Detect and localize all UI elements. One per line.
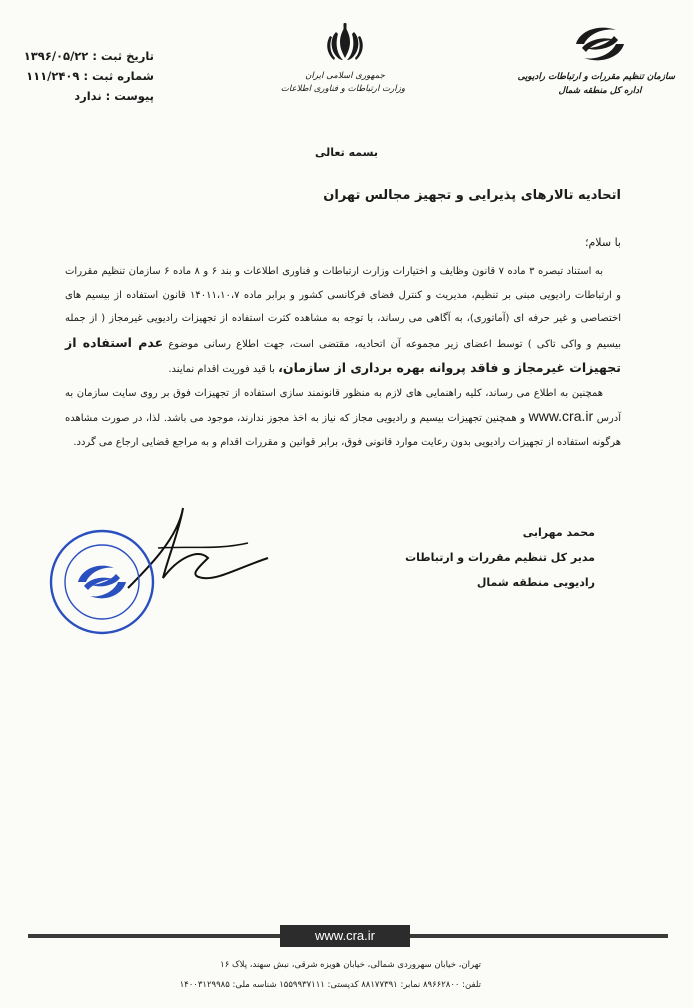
government-name: جمهوری اسلامی ایران (305, 71, 385, 81)
ministry-name: وزارت ارتباطات و فناوری اطلاعات (280, 84, 405, 94)
letter-recipient: اتحادیه تالارهای پذیرایی و تجهیز مجالس تهران (323, 188, 621, 203)
footer-contacts: تلفن: ۸۹۶۶۲۸۰۰ نمابر: ۸۸۱۷۷۳۹۱ کدپستی: ۱۵۵۹۹۳۷۱۱۱ شناسه ملی: ۱۴۰۰۳۱۲۹۹۸۵ (179, 980, 481, 990)
government-header (280, 22, 405, 96)
organization-name: سازمان تنظیم مقررات و ارتباطات رادیویی (517, 72, 675, 82)
cra-logo-icon (570, 22, 630, 66)
paragraph-2-ending: و همچنین تجهیزات بیسیم و رادیویی مجاز که نیاز به اخذ مجوز ندارند، موجود می باشد. لذا، در صورت مشاهده هرگونه استفاده از تجهیزات رادیویی بدون رعایت موارد قانونی فوق، برابر قوانین و مقررات اقدام و به مراجع قضایی ارجاع می گردد. (65, 413, 621, 448)
letter-greeting: با سلام؛ (585, 236, 621, 249)
registration-number: شماره ثبت : ۱۱۱/۲۴۰۹ (26, 69, 154, 83)
letter-body (65, 260, 621, 454)
official-stamp (48, 528, 156, 636)
website-link[interactable]: www.cra.ir (528, 408, 594, 424)
paragraph-2 (65, 382, 621, 455)
paragraph-2-text: همچنین به اطلاع می رساند، کلیه راهنمایی های لازم به منظور قانونمند سازی استفاده از تجهیزات فوق بر روی سایت سازمان به آدرس (65, 387, 621, 424)
signer-title: مدیر کل تنظیم مقررات و ارتباطات (405, 551, 595, 564)
signature-block (405, 520, 595, 595)
iran-emblem-icon (322, 22, 368, 66)
organization-header (517, 22, 675, 98)
letter-invocation: بسمه تعالی (315, 146, 378, 159)
paragraph-1-emphasis: عدم استفاده از تجهیزات غیرمجاز و فاقد پروانه بهره برداری از سازمان، (65, 334, 621, 375)
signer-name: محمد مهرابی (522, 526, 595, 539)
registration-info (14, 46, 154, 106)
footer-website[interactable]: www.cra.ir (280, 925, 410, 947)
attachment-info: پیوست : ندارد (74, 89, 154, 103)
paragraph-1-ending: با قید فوریت اقدام نمایند. (168, 364, 275, 375)
registration-date: تاریخ ثبت : ۱۳۹۶/۰۵/۲۲ (23, 49, 154, 63)
paragraph-1 (65, 260, 621, 382)
footer-address: تهران، خیابان سهروردی شمالی، خیابان هویزه شرقی، نبش سهند، پلاک ۱۶ (220, 960, 481, 970)
paragraph-1-text: به استناد تبصره ۳ ماده ۷ قانون وظایف و اختیارات وزارت ارتباطات و فناوری اطلاعات و بند ۶ و ۸ ماده ۶ سازمان تنظیم مقررات و ارتباطات رادیویی مبنی بر تنظیم، مدیریت و کنترل فضای فرکانسی کشور و برابر ماده ۱۴۰۱۱،۱۰،۷ قانون استفاده از بیسیم های اختصاصی و غیر حرفه ای (آماتوری)، به آگاهی می رساند، با توجه به مشاهده کثرت استفاده از تجهیزات رادیویی غیرمجاز ( از جمله بیسیم و واکی تاکی ) توسط اعضای زیر مجموعه آن اتحادیه، مقتضی است، جهت اطلاع رسانی موضوع (65, 266, 621, 350)
signer-region: رادیویی منطقه شمال (476, 576, 595, 589)
organization-branch: اداره کل منطقه شمال (558, 86, 642, 96)
